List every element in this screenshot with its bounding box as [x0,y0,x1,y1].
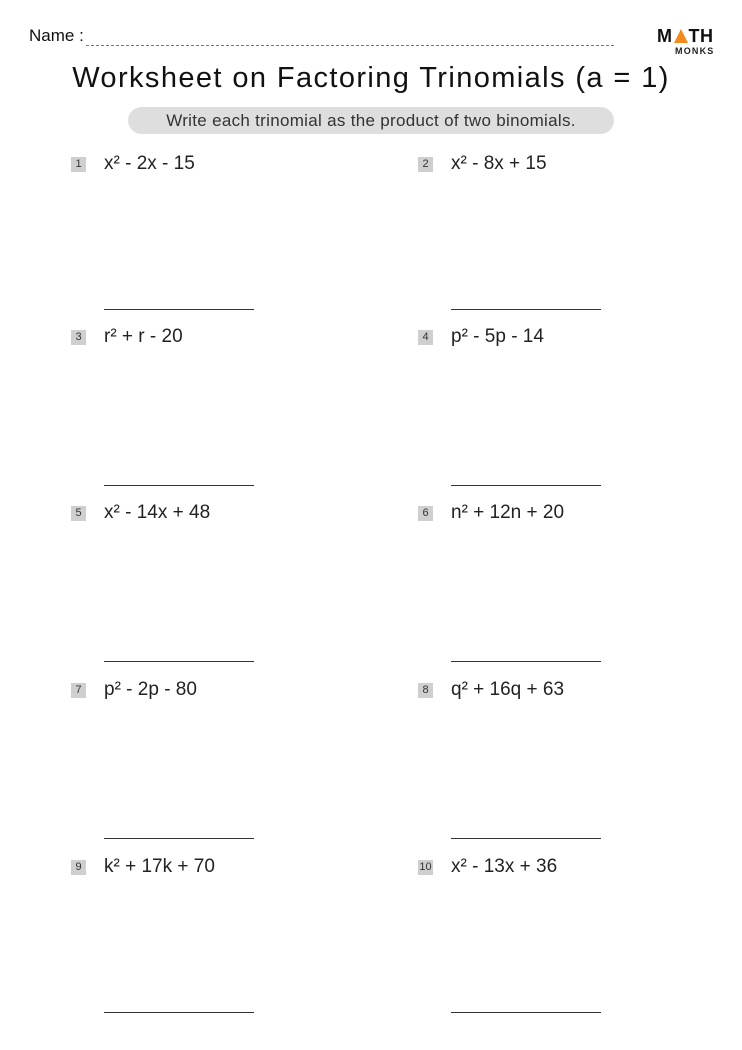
problem-number: 10 [419,861,432,873]
problem-number: 2 [418,157,433,172]
problem-number: 7 [71,683,86,698]
answer-line-8[interactable] [451,838,601,839]
math-monks-logo [655,26,717,60]
problem-8 [418,679,678,709]
name-input-line[interactable] [86,45,614,46]
logo-wordmark [657,26,714,46]
answer-line-10[interactable] [451,1012,601,1013]
problem-9 [71,856,331,886]
problem-4 [418,326,678,356]
name-label: Name : [29,26,84,45]
problem-expression: x² - 8x + 15 [451,153,547,174]
answer-line-2[interactable] [451,309,601,310]
answer-line-7[interactable] [104,838,254,839]
problem-6 [418,502,678,532]
answer-line-4[interactable] [451,485,601,486]
problem-expression: n² + 12n + 20 [451,502,565,523]
problem-number: 4 [418,330,433,345]
problem-expression: r² + r - 20 [104,326,183,347]
problem-number: 8 [418,683,433,698]
problem-number: 6 [418,506,433,521]
problem-number: 1 [71,157,86,172]
problem-expression: p² - 2p - 80 [104,679,197,700]
name-row [29,24,589,48]
problem-expression: q² + 16q + 63 [451,679,565,700]
problem-expression: p² - 5p - 14 [451,326,544,347]
problem-number: 9 [71,860,86,875]
problem-2 [418,153,678,183]
problem-expression: k² + 17k + 70 [104,856,215,877]
problem-1 [71,153,331,183]
problem-number: 3 [71,330,86,345]
problem-expression: x² - 14x + 48 [104,502,211,523]
instruction-banner: Write each trinomial as the product of two binomials. [128,107,614,134]
problem-10 [418,856,678,886]
problem-expression: x² - 2x - 15 [104,153,195,174]
answer-line-9[interactable] [104,1012,254,1013]
answer-line-6[interactable] [451,661,601,662]
problem-3 [71,326,331,356]
problem-number: 5 [71,506,86,521]
logo-letters-th: TH [688,26,714,46]
logo-subtext: MONKS [675,46,715,56]
answer-line-1[interactable] [104,309,254,310]
answer-line-3[interactable] [104,485,254,486]
answer-line-5[interactable] [104,661,254,662]
logo-triangle-icon [674,29,688,43]
logo-letter-m: M [657,26,673,46]
worksheet-title: Worksheet on Factoring Trinomials (a = 1) [72,62,670,94]
problem-7 [71,679,331,709]
problem-expression: x² - 13x + 36 [451,856,558,877]
problem-5 [71,502,331,532]
